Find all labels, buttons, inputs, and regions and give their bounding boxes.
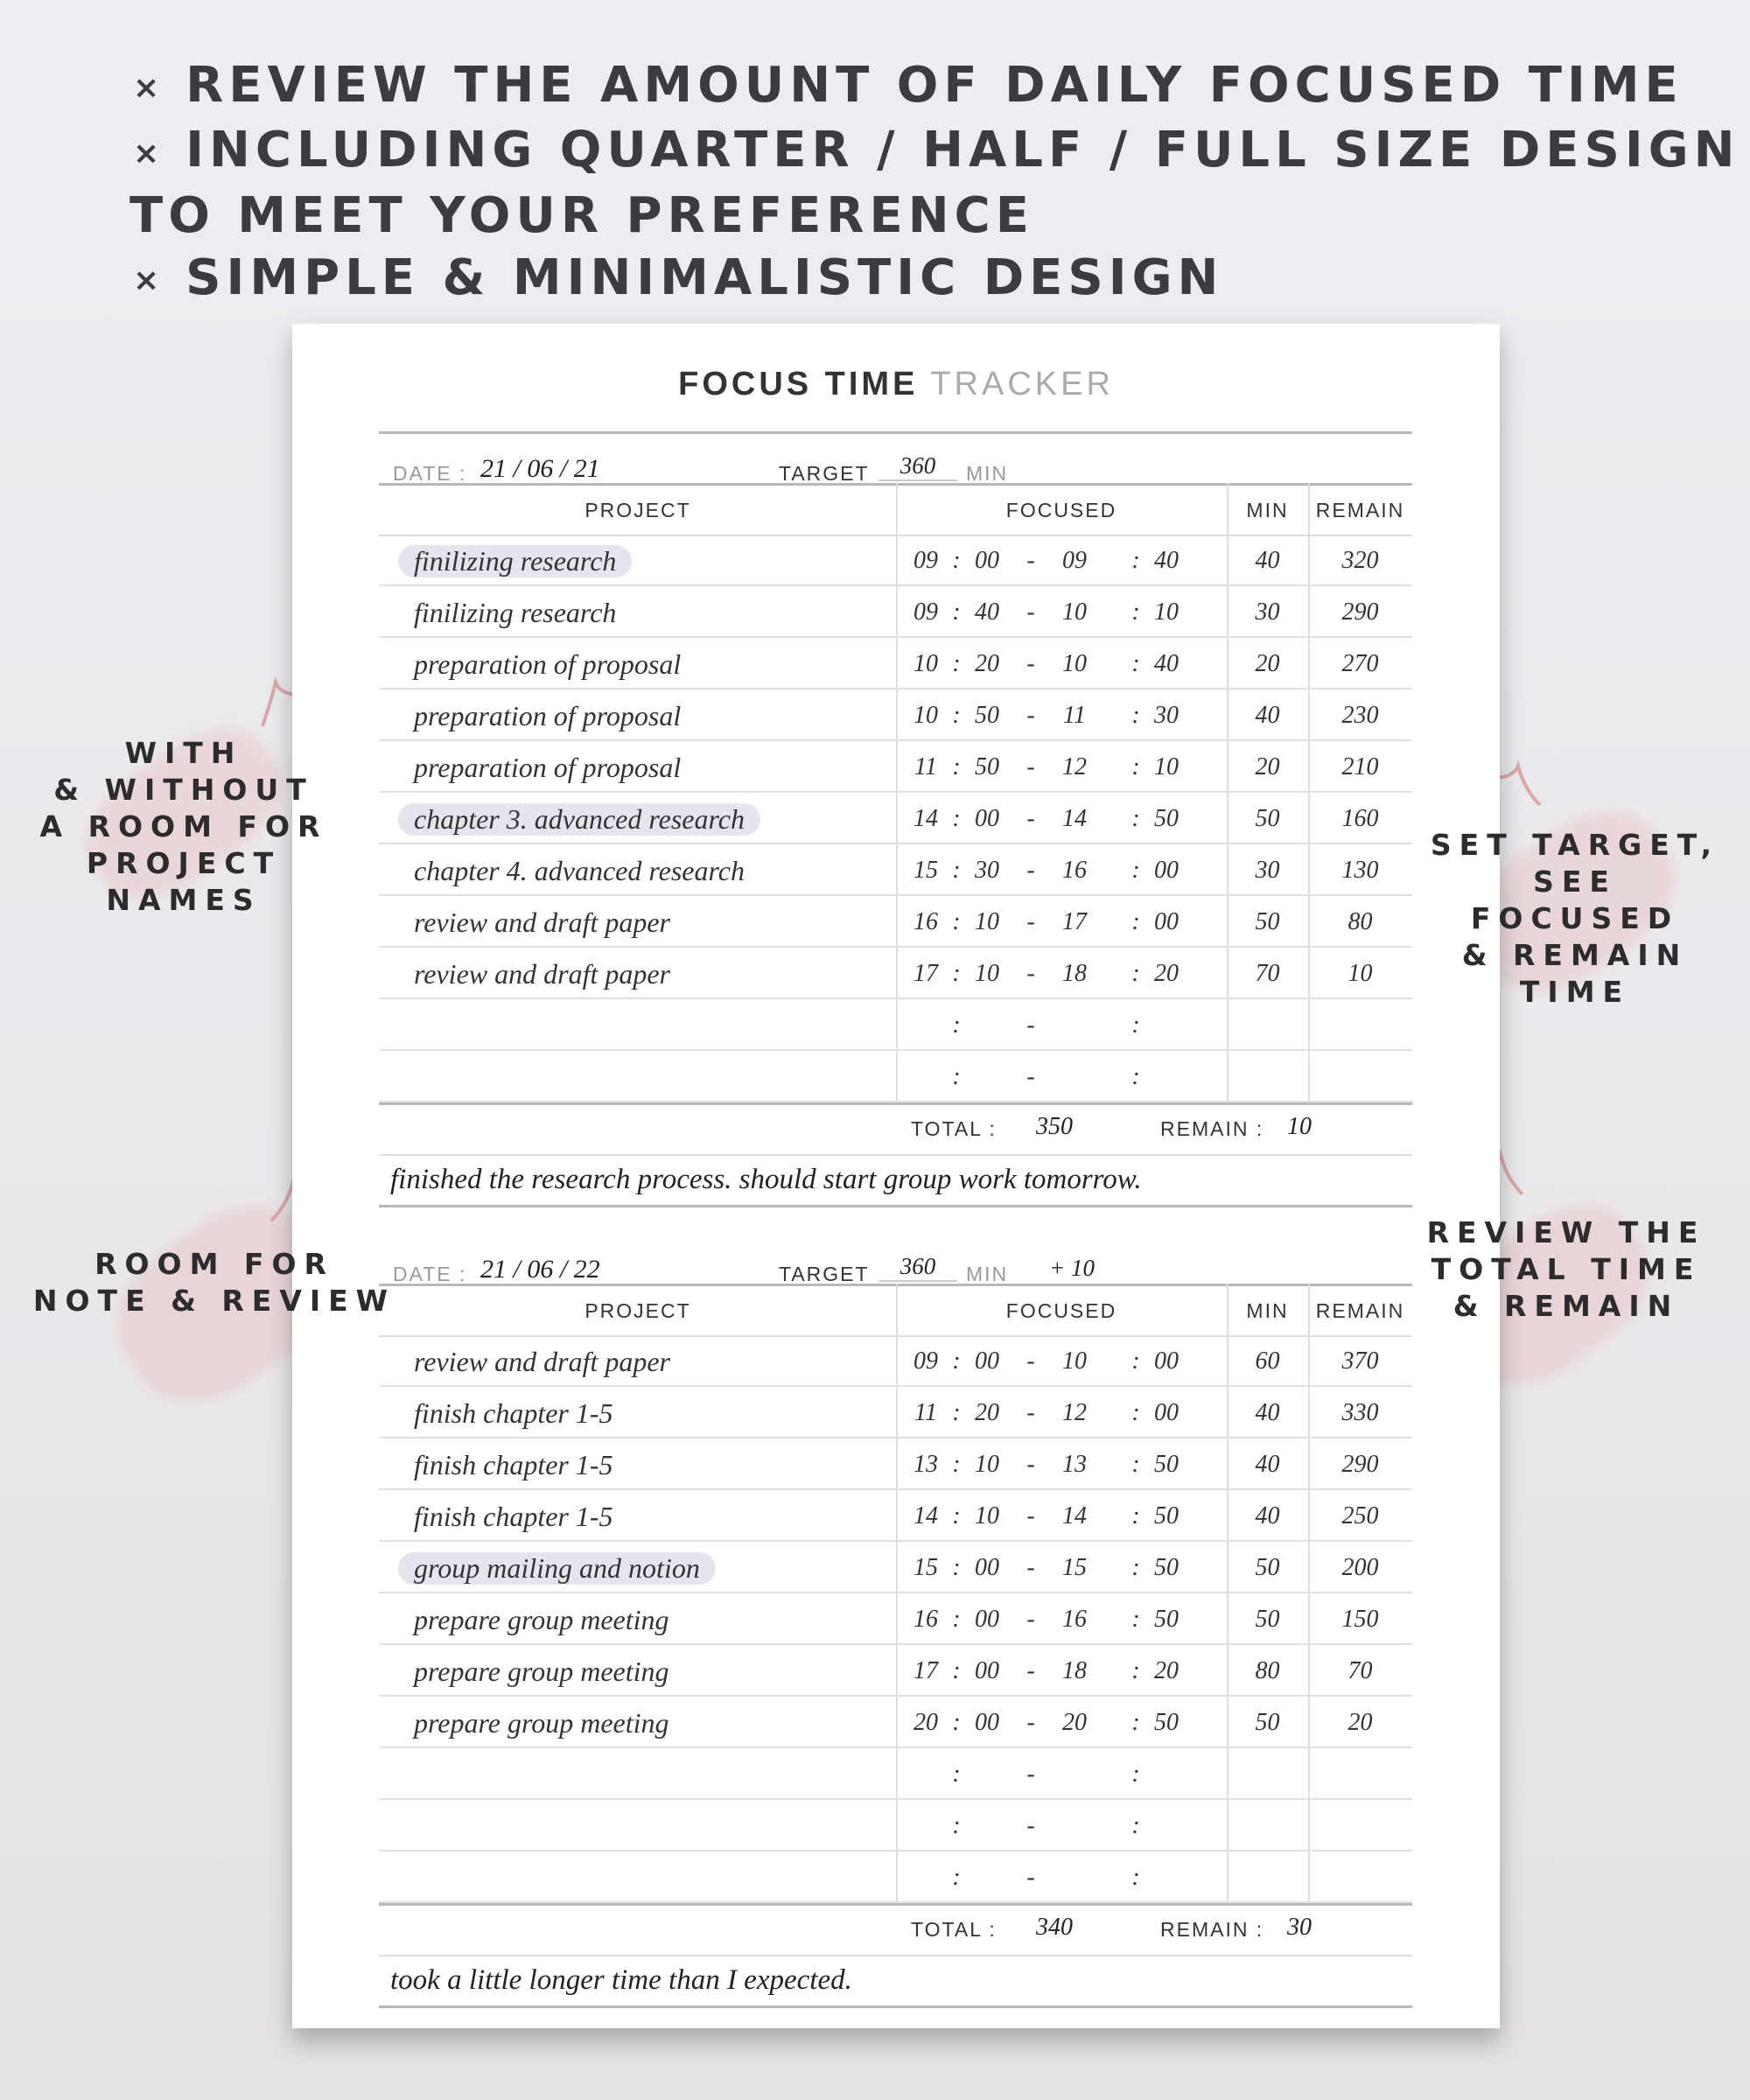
min-value: 50 — [1255, 1554, 1280, 1581]
time-colon: : — [1131, 702, 1140, 729]
annotation-line: TOTAL TIME — [1431, 1252, 1702, 1286]
tracker-sheet — [292, 324, 1500, 2028]
start-hour: 16 — [914, 1606, 938, 1633]
table-row — [379, 690, 1412, 741]
feature-list — [130, 54, 1740, 312]
start-hour: 17 — [914, 960, 938, 987]
feature-text: INCLUDING QUARTER / HALF / FULL SIZE DESIGN — [186, 122, 1740, 179]
start-hour: 11 — [914, 1399, 937, 1426]
date-value[interactable]: 21 / 06 / 21 — [480, 454, 600, 483]
remain-value: 290 — [1341, 598, 1379, 626]
time-dash: - — [1026, 1063, 1035, 1090]
total-label: TOTAL : — [911, 1918, 997, 1941]
time-dash: - — [1026, 1502, 1035, 1530]
time-colon: : — [1131, 1399, 1140, 1426]
time-dash: - — [1026, 702, 1035, 729]
remain-value: 230 — [1341, 702, 1379, 729]
time-dash: - — [1026, 805, 1035, 832]
start-hour: 09 — [914, 547, 938, 574]
project-name: chapter 4. advanced research — [414, 855, 745, 886]
time-colon: : — [1131, 805, 1140, 832]
remain-value: 70 — [1348, 1657, 1373, 1684]
start-hour: 09 — [914, 1348, 938, 1375]
annotation-line: & WITHOUT — [53, 773, 314, 807]
min-value: 50 — [1255, 908, 1280, 935]
date-label: DATE : — [393, 1263, 467, 1285]
remain-value: 290 — [1341, 1451, 1379, 1478]
min-value: 40 — [1255, 702, 1280, 729]
min-unit-label: MIN — [966, 462, 1009, 485]
end-hour: 12 — [1062, 1399, 1087, 1426]
end-hour: 16 — [1062, 1606, 1087, 1633]
time-colon: : — [952, 1451, 961, 1478]
remain-value: 20 — [1348, 1709, 1373, 1736]
title-bold: FOCUS TIME — [678, 366, 919, 402]
end-minute: 20 — [1154, 960, 1179, 987]
time-colon: : — [952, 960, 961, 987]
time-colon: : — [952, 1760, 961, 1788]
time-colon: : — [1131, 598, 1140, 626]
time-dash: - — [1026, 598, 1035, 626]
time-colon: : — [952, 753, 961, 780]
remain-total-label: REMAIN : — [1160, 1117, 1264, 1140]
start-hour: 15 — [914, 857, 938, 884]
start-minute: 20 — [975, 1399, 999, 1426]
target-extra: + 10 — [1049, 1255, 1095, 1281]
time-colon: : — [1131, 1760, 1140, 1788]
project-name: prepare group meeting — [414, 1604, 669, 1635]
annotation-line: FOCUSED — [1470, 901, 1680, 935]
column-header-project: PROJECT — [584, 499, 691, 522]
feature-item — [130, 185, 1740, 247]
project-name: preparation of proposal — [414, 700, 682, 732]
project-name: prepare group meeting — [414, 1656, 669, 1687]
annotation-line: PROJECT — [86, 846, 282, 880]
time-colon: : — [952, 598, 961, 626]
start-hour: 11 — [914, 753, 937, 780]
remain-value: 80 — [1348, 908, 1373, 935]
min-value: 20 — [1255, 753, 1280, 780]
table-row — [379, 1748, 1412, 1800]
column-header-remain: REMAIN — [1315, 499, 1405, 522]
end-hour: 20 — [1062, 1709, 1087, 1736]
start-hour: 09 — [914, 598, 938, 626]
divider-line — [379, 1154, 1412, 1156]
start-hour: 10 — [914, 650, 938, 677]
min-value: 70 — [1255, 960, 1280, 987]
feature-item — [133, 119, 1740, 184]
time-dash: - — [1026, 1348, 1035, 1375]
table-row — [379, 1645, 1412, 1697]
start-hour: 14 — [914, 805, 938, 832]
time-colon: : — [1131, 1812, 1140, 1839]
project-name: finish chapter 1-5 — [414, 1501, 613, 1532]
end-minute: 20 — [1154, 1657, 1179, 1684]
start-minute: 00 — [975, 1657, 999, 1684]
time-colon: : — [1131, 908, 1140, 935]
project-name: review and draft paper — [414, 906, 670, 938]
time-colon: : — [952, 1657, 961, 1684]
time-colon: : — [952, 702, 961, 729]
bullet-x-icon: × — [133, 262, 165, 299]
time-dash: - — [1026, 1554, 1035, 1581]
project-name: group mailing and notion — [398, 1552, 716, 1585]
end-minute: 00 — [1154, 1399, 1179, 1426]
end-hour: 11 — [1063, 702, 1086, 729]
annotation-note — [18, 1246, 411, 1320]
start-minute: 00 — [975, 1554, 999, 1581]
end-hour: 18 — [1062, 1657, 1087, 1684]
project-name: preparation of proposal — [414, 648, 682, 680]
end-hour: 09 — [1062, 547, 1087, 574]
start-hour: 17 — [914, 1657, 938, 1684]
divider-line — [379, 2006, 1412, 2008]
min-unit-label: MIN — [966, 1263, 1009, 1285]
min-value: 20 — [1255, 650, 1280, 677]
time-dash: - — [1026, 1709, 1035, 1736]
time-colon: : — [952, 1399, 961, 1426]
time-dash: - — [1026, 908, 1035, 935]
annotation-line: ROOM FOR — [94, 1247, 334, 1281]
end-minute: 50 — [1154, 1709, 1179, 1736]
time-dash: - — [1026, 650, 1035, 677]
annotation-target — [1409, 827, 1741, 1011]
time-colon: : — [1131, 1502, 1140, 1530]
time-colon: : — [952, 650, 961, 677]
start-minute: 40 — [975, 598, 999, 626]
annotation-line: REVIEW THE — [1426, 1215, 1706, 1250]
table-row — [379, 1051, 1412, 1102]
review-note[interactable]: finished the research process. should start group work tomorrow. — [390, 1164, 1142, 1195]
table-row — [379, 586, 1412, 638]
time-dash: - — [1026, 547, 1035, 574]
time-dash: - — [1026, 857, 1035, 884]
end-hour: 14 — [1062, 1502, 1087, 1530]
target-value[interactable]: 360 — [878, 1253, 957, 1282]
start-minute: 00 — [975, 805, 999, 832]
time-colon: : — [1131, 1864, 1140, 1891]
time-colon: : — [952, 805, 961, 832]
min-value: 60 — [1255, 1348, 1280, 1375]
total-value: 340 — [1036, 1914, 1073, 1941]
end-minute: 40 — [1154, 547, 1179, 574]
time-colon: : — [952, 1709, 961, 1736]
time-colon: : — [952, 1606, 961, 1633]
time-colon: : — [1131, 1606, 1140, 1633]
table-row — [379, 1593, 1412, 1645]
divider-line — [379, 1955, 1412, 1956]
end-hour: 17 — [1062, 908, 1087, 935]
time-dash: - — [1026, 1451, 1035, 1478]
time-colon: : — [952, 1012, 961, 1039]
end-hour: 10 — [1062, 598, 1087, 626]
remain-total-value: 10 — [1287, 1113, 1312, 1140]
end-minute: 00 — [1154, 908, 1179, 935]
bullet-x-icon: × — [133, 70, 165, 107]
feature-text: SIMPLE & MINIMALISTIC DESIGN — [186, 248, 1224, 306]
remain-value: 130 — [1341, 857, 1379, 884]
time-dash: - — [1026, 960, 1035, 987]
start-minute: 10 — [975, 1451, 999, 1478]
end-hour: 10 — [1062, 1348, 1087, 1375]
remain-value: 160 — [1341, 805, 1379, 832]
end-minute: 50 — [1154, 1554, 1179, 1581]
start-hour: 13 — [914, 1451, 938, 1478]
table-row — [379, 948, 1412, 999]
start-minute: 10 — [975, 960, 999, 987]
time-colon: : — [1131, 1063, 1140, 1090]
feature-text: TO MEET YOUR PREFERENCE — [130, 186, 1034, 244]
start-minute: 10 — [975, 908, 999, 935]
min-value: 30 — [1255, 598, 1280, 626]
time-dash: - — [1026, 1012, 1035, 1039]
table-row — [379, 1438, 1412, 1490]
remain-value: 150 — [1341, 1606, 1379, 1633]
annotation-line: A ROOM FOR — [39, 809, 328, 844]
end-hour: 16 — [1062, 857, 1087, 884]
end-minute: 50 — [1154, 1502, 1179, 1530]
end-hour: 13 — [1062, 1451, 1087, 1478]
time-colon: : — [1131, 1451, 1140, 1478]
time-colon: : — [1131, 650, 1140, 677]
end-minute: 10 — [1154, 598, 1179, 626]
end-minute: 00 — [1154, 857, 1179, 884]
remain-total-label: REMAIN : — [1160, 1918, 1264, 1941]
min-value: 40 — [1255, 1451, 1280, 1478]
project-name: review and draft paper — [414, 1346, 670, 1377]
time-colon: : — [952, 1554, 961, 1581]
start-minute: 30 — [975, 857, 999, 884]
remain-value: 320 — [1341, 547, 1379, 574]
annotation-line: SET TARGET, — [1430, 828, 1720, 862]
annotation-line: & REMAIN — [1461, 938, 1689, 972]
remain-value: 210 — [1341, 753, 1379, 780]
table-row — [379, 793, 1412, 844]
table-row — [379, 535, 1412, 586]
time-colon: : — [1131, 1657, 1140, 1684]
project-name: finilizing research — [414, 597, 617, 628]
table-row — [379, 741, 1412, 793]
target-label: TARGET — [779, 1263, 870, 1285]
end-minute: 40 — [1154, 650, 1179, 677]
end-minute: 30 — [1154, 702, 1179, 729]
remain-total-value: 30 — [1287, 1914, 1312, 1941]
start-minute: 00 — [975, 1606, 999, 1633]
remain-value: 200 — [1341, 1554, 1379, 1581]
column-header-focused: FOCUSED — [1005, 499, 1117, 522]
annotation-total — [1400, 1214, 1732, 1325]
time-colon: : — [1131, 753, 1140, 780]
time-colon: : — [952, 547, 961, 574]
annotation-project-names — [26, 735, 341, 919]
target-label: TARGET — [779, 462, 870, 485]
feature-item — [133, 247, 1740, 312]
table-row — [379, 896, 1412, 948]
total-label: TOTAL : — [911, 1117, 997, 1140]
remain-value: 330 — [1341, 1399, 1379, 1426]
review-note[interactable]: took a little longer time than I expected. — [390, 1964, 852, 1996]
table-row — [379, 1542, 1412, 1593]
project-name: finilizing research — [398, 545, 632, 578]
start-minute: 00 — [975, 1348, 999, 1375]
table-row — [379, 844, 1412, 896]
time-dash: - — [1026, 1760, 1035, 1788]
end-minute: 10 — [1154, 753, 1179, 780]
time-colon: : — [952, 1348, 961, 1375]
sheet-title — [292, 366, 1500, 403]
column-header-min: MIN — [1246, 1299, 1289, 1322]
date-label: DATE : — [393, 462, 467, 485]
target-value[interactable]: 360 — [878, 452, 957, 481]
table-row — [379, 1490, 1412, 1542]
annotation-line: TIME — [1519, 975, 1631, 1009]
annotation-line: NOTE & REVIEW — [32, 1284, 396, 1318]
project-name: finish chapter 1-5 — [414, 1397, 613, 1429]
time-colon: : — [952, 1812, 961, 1839]
end-hour: 18 — [1062, 960, 1087, 987]
time-colon: : — [1131, 547, 1140, 574]
time-colon: : — [952, 908, 961, 935]
min-value: 50 — [1255, 805, 1280, 832]
start-minute: 00 — [975, 547, 999, 574]
column-header-project: PROJECT — [584, 1299, 691, 1322]
time-dash: - — [1026, 753, 1035, 780]
end-hour: 12 — [1062, 753, 1087, 780]
min-value: 40 — [1255, 1502, 1280, 1530]
time-colon: : — [1131, 1709, 1140, 1736]
start-minute: 00 — [975, 1709, 999, 1736]
annotation-line: NAMES — [106, 883, 262, 917]
start-minute: 10 — [975, 1502, 999, 1530]
divider-line — [379, 431, 1412, 434]
table-row — [379, 1697, 1412, 1748]
column-header-remain: REMAIN — [1315, 1299, 1405, 1322]
project-name: preparation of proposal — [414, 752, 682, 783]
feature-item — [133, 54, 1740, 119]
end-minute: 50 — [1154, 805, 1179, 832]
remain-value: 270 — [1341, 650, 1379, 677]
project-name: prepare group meeting — [414, 1707, 669, 1739]
time-dash: - — [1026, 1606, 1035, 1633]
start-minute: 50 — [975, 753, 999, 780]
min-value: 30 — [1255, 857, 1280, 884]
time-dash: - — [1026, 1864, 1035, 1891]
time-dash: - — [1026, 1657, 1035, 1684]
min-value: 40 — [1255, 547, 1280, 574]
project-name: finish chapter 1-5 — [414, 1449, 613, 1480]
start-hour: 10 — [914, 702, 938, 729]
min-value: 40 — [1255, 1399, 1280, 1426]
table-row — [379, 1852, 1412, 1903]
start-hour: 16 — [914, 908, 938, 935]
end-minute: 00 — [1154, 1348, 1179, 1375]
divider-line — [379, 1903, 1412, 1906]
remain-value: 10 — [1348, 960, 1373, 987]
table-row — [379, 1387, 1412, 1438]
divider-line — [379, 1205, 1412, 1208]
feature-text: REVIEW THE AMOUNT OF DAILY FOCUSED TIME — [186, 57, 1684, 114]
end-hour: 14 — [1062, 805, 1087, 832]
table-row — [379, 999, 1412, 1051]
title-light: TRACKER — [930, 366, 1114, 402]
start-minute: 50 — [975, 702, 999, 729]
table-row — [379, 1335, 1412, 1387]
end-hour: 10 — [1062, 650, 1087, 677]
time-colon: : — [1131, 1348, 1140, 1375]
remain-value: 370 — [1341, 1348, 1379, 1375]
date-value[interactable]: 21 / 06 / 22 — [480, 1255, 600, 1284]
table-row — [379, 638, 1412, 690]
end-hour: 15 — [1062, 1554, 1087, 1581]
column-header-focused: FOCUSED — [1005, 1299, 1117, 1322]
total-value: 350 — [1036, 1113, 1073, 1140]
column-header-min: MIN — [1246, 499, 1289, 522]
end-minute: 50 — [1154, 1606, 1179, 1633]
time-colon: : — [1131, 1012, 1140, 1039]
time-dash: - — [1026, 1812, 1035, 1839]
start-hour: 20 — [914, 1709, 938, 1736]
time-colon: : — [1131, 1554, 1140, 1581]
table-row — [379, 1800, 1412, 1852]
bullet-x-icon: × — [133, 135, 165, 172]
time-colon: : — [1131, 857, 1140, 884]
time-colon: : — [952, 1502, 961, 1530]
annotation-line: WITH — [124, 736, 243, 770]
project-name: chapter 3. advanced research — [398, 803, 760, 836]
annotation-line: SEE — [1533, 864, 1617, 899]
time-colon: : — [952, 1063, 961, 1090]
min-value: 50 — [1255, 1709, 1280, 1736]
annotation-line: & REMAIN — [1452, 1289, 1680, 1323]
end-minute: 50 — [1154, 1451, 1179, 1478]
min-value: 50 — [1255, 1606, 1280, 1633]
start-hour: 15 — [914, 1554, 938, 1581]
time-dash: - — [1026, 1399, 1035, 1426]
min-value: 80 — [1255, 1657, 1280, 1684]
remain-value: 250 — [1341, 1502, 1379, 1530]
divider-line — [379, 1102, 1412, 1105]
time-colon: : — [952, 857, 961, 884]
time-colon: : — [952, 1864, 961, 1891]
project-name: review and draft paper — [414, 958, 670, 990]
time-colon: : — [1131, 960, 1140, 987]
start-hour: 14 — [914, 1502, 938, 1530]
start-minute: 20 — [975, 650, 999, 677]
